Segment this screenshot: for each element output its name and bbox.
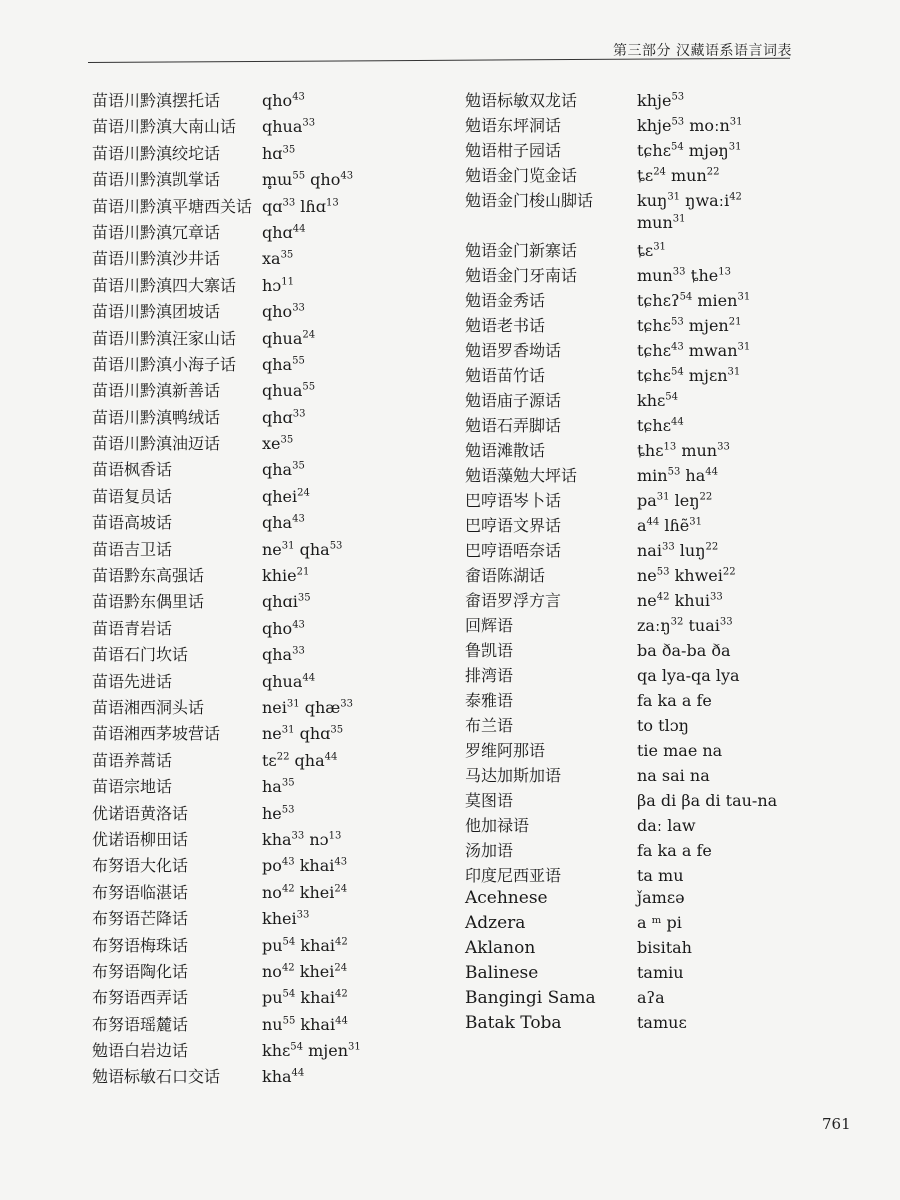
language-name: 罗维阿那语 [465, 741, 546, 760]
phonetic-form: qhɑi$^{35}$ [262, 592, 311, 612]
phonetic-form: $ne^{31}$ qhɑ$^{35}$ [262, 724, 344, 744]
language-name: 苗语枫香话 [92, 460, 173, 480]
phonetic-form: hɑ$^{35}$ [262, 143, 296, 163]
phonetic-form: tɕhɛ$^{43}$ mwan$^{31}$ [637, 341, 751, 360]
word-entry [92, 985, 452, 1011]
word-entry [465, 413, 845, 438]
language-name: 苗语复员话 [92, 486, 173, 506]
language-name: 苗语湘西洞头话 [92, 697, 205, 717]
phonetic-form: mun$^{33}$ ȶhe$^{13}$ [637, 266, 732, 285]
word-entry [465, 988, 845, 1013]
left-column [92, 88, 452, 1091]
phonetic-form: bisitah [637, 938, 692, 957]
phonetic-form: qhua$^{33}$ [262, 117, 316, 137]
word-entry [465, 663, 845, 688]
language-name: 布努语瑶麓话 [92, 1014, 189, 1034]
phonetic-form: qha$^{43}$ [262, 513, 305, 533]
language-name: 布兰语 [465, 716, 514, 735]
phonetic-form: qho$^{43}$ [262, 91, 305, 110]
word-entry [92, 1038, 452, 1064]
word-entry [465, 288, 845, 313]
word-entry [465, 188, 845, 213]
phonetic-form: ȶɛ$^{24}$ mun$^{22}$ [637, 166, 720, 185]
language-name: 布努语西弄话 [92, 988, 189, 1008]
word-entry [92, 88, 452, 114]
language-name: Batak Toba [465, 1013, 562, 1033]
word-entry [92, 378, 452, 404]
language-name: 优诺语黄洛话 [92, 803, 189, 823]
word-entry [92, 642, 452, 668]
language-name: 巴哼语唔奈话 [465, 541, 562, 560]
phonetic-form: tɕhɛ$^{54}$ mjɛn$^{31}$ [637, 366, 741, 385]
phonetic-form: $ne^{31}$ qha$^{53}$ [262, 539, 343, 559]
language-name: 勉语金门览金话 [465, 166, 578, 185]
language-name: 苗语川黔滇鸭绒话 [92, 407, 221, 427]
language-name: 勉语庙子源话 [465, 391, 562, 410]
word-entry [92, 326, 452, 352]
language-name: 印度尼西亚语 [465, 866, 562, 885]
language-name: 苗语川黔滇摆托话 [92, 91, 221, 110]
phonetic-form: qha$^{33}$ [262, 645, 305, 665]
phonetic-form: $pa^{31}$ leŋ$^{22}$ [637, 491, 713, 510]
word-entry [465, 513, 845, 538]
language-name: 苗语高坡话 [92, 513, 173, 533]
phonetic-form: khei$^{33}$ [262, 909, 310, 929]
word-entry [92, 1012, 452, 1038]
language-name: 苗语川黔滇汪家山话 [92, 328, 237, 348]
word-entry [465, 1013, 845, 1038]
word-entry [92, 352, 452, 378]
phonetic-form: tɕhɛ$^{54}$ mjəŋ$^{31}$ [637, 141, 742, 160]
word-entry [465, 888, 845, 913]
language-name: 勉语金门牙南话 [465, 266, 578, 285]
phonetic-form: kha$^{33}$ nɔ$^{13}$ [262, 829, 342, 849]
phonetic-form: mun$^{31}$ [637, 213, 686, 232]
language-name: 勉语柑子园话 [465, 141, 562, 160]
language-name: 苗语川黔滇新善话 [92, 381, 221, 401]
phonetic-form: khɛ$^{54}$ mjen$^{31}$ [262, 1041, 361, 1061]
phonetic-form: daː law [637, 816, 696, 835]
word-entry [92, 695, 452, 721]
word-entry [92, 1064, 452, 1090]
phonetic-form: $nu^{55}$ khai$^{44}$ [262, 1014, 348, 1034]
language-name: 马达加斯加语 [465, 766, 562, 785]
phonetic-form: qho$^{43}$ [262, 618, 305, 638]
phonetic-form: qɑ$^{33}$ lɦɑ$^{13}$ [262, 196, 339, 216]
phonetic-form: qho$^{33}$ [262, 302, 305, 322]
word-entry [92, 167, 452, 193]
phonetic-form: $no^{42}$ khei$^{24}$ [262, 882, 348, 902]
phonetic-form: a ᵐ pi [637, 913, 682, 932]
word-entry [92, 114, 452, 140]
language-name: 苗语黔东偶里话 [92, 592, 205, 612]
phonetic-form: $ne^{42}$ khui$^{33}$ [637, 591, 723, 610]
phonetic-form: fa ka a fe [637, 691, 712, 710]
language-name: 苗语川黔滇大南山话 [92, 117, 237, 137]
language-name: 勉语东坪洞话 [465, 116, 562, 135]
word-entry [465, 263, 845, 288]
language-name: 勉语白岩边话 [92, 1041, 189, 1061]
language-name: 苗语养蒿话 [92, 750, 173, 770]
language-name: 畲语陈湖话 [465, 566, 546, 585]
phonetic-form: $po^{43}$ khai$^{43}$ [262, 856, 348, 876]
language-name: 优诺语柳田话 [92, 829, 189, 849]
phonetic-form: $xa^{35}$ [262, 249, 294, 269]
language-name: 苗语黔东高强话 [92, 566, 205, 586]
language-name: 苗语石门坎话 [92, 645, 189, 665]
language-name: 苗语川黔滇绞坨话 [92, 143, 221, 163]
word-entry [465, 338, 845, 363]
language-name: 布努语临湛话 [92, 882, 189, 902]
word-entry [92, 933, 452, 959]
word-entry [92, 484, 452, 510]
language-name: 布努语芒降话 [92, 909, 189, 929]
language-name: Acehnese [465, 888, 548, 908]
language-name: 苗语川黔滇四大寨话 [92, 275, 237, 295]
phonetic-form: qhɑ$^{44}$ [262, 222, 306, 242]
language-name: 苗语青岩话 [92, 618, 173, 638]
phonetic-form: fa ka a fe [637, 841, 712, 860]
phonetic-form: qhua$^{55}$ [262, 381, 316, 401]
word-entry [465, 788, 845, 813]
language-name: 布努语陶化话 [92, 961, 189, 981]
phonetic-form: kha$^{44}$ [262, 1067, 305, 1087]
word-entry [92, 721, 452, 747]
word-entry [465, 138, 845, 163]
phonetic-form: ǰamɛə [637, 888, 685, 907]
word-entry [465, 438, 845, 463]
phonetic-form: khie$^{21}$ [262, 566, 310, 586]
word-entry [92, 220, 452, 246]
phonetic-form: tɛ$^{22}$ qha$^{44}$ [262, 750, 338, 770]
language-name: 勉语金门新寨话 [465, 241, 578, 260]
word-entry [465, 963, 845, 988]
word-entry [465, 838, 845, 863]
word-entry [465, 863, 845, 888]
language-name: Adzera [465, 913, 526, 933]
phonetic-form: qhei$^{24}$ [262, 486, 310, 506]
word-entry [465, 563, 845, 588]
language-name: 勉语标敏双龙话 [465, 91, 578, 110]
word-entry [92, 405, 452, 431]
language-name: 汤加语 [465, 841, 514, 860]
word-entry [465, 613, 845, 638]
word-entry [92, 906, 452, 932]
word-entry [92, 299, 452, 325]
word-entry [465, 763, 845, 788]
language-name: 苗语川黔滇凯掌话 [92, 170, 221, 190]
phonetic-form: qhɑ$^{33}$ [262, 407, 306, 427]
language-name: 苗语川黔滇团坡话 [92, 302, 221, 322]
language-name: 回辉语 [465, 616, 514, 635]
word-entry [465, 638, 845, 663]
phonetic-form: nai$^{33}$ luŋ$^{22}$ [637, 541, 719, 560]
word-entry [92, 959, 452, 985]
language-name: 鲁凯语 [465, 641, 514, 660]
word-entry [465, 938, 845, 963]
language-name: 苗语先进话 [92, 671, 173, 691]
header-rule [88, 58, 790, 63]
language-name: 莫图语 [465, 791, 514, 810]
phonetic-form: tɕhɛ$^{44}$ [637, 416, 684, 435]
phonetic-form: qhua$^{44}$ [262, 671, 316, 691]
phonetic-form: βa di βa di tau-na [637, 791, 778, 810]
phonetic-form: zaːŋ$^{32}$ tuai$^{33}$ [637, 616, 733, 635]
language-name: 苗语川黔滇油迈话 [92, 434, 221, 454]
word-entry [465, 213, 845, 238]
language-name: Balinese [465, 963, 539, 983]
word-entry [465, 113, 845, 138]
word-entry [92, 827, 452, 853]
word-entry [92, 774, 452, 800]
phonetic-form: $he^{53}$ [262, 803, 295, 823]
word-entry [92, 431, 452, 457]
phonetic-form: $pu^{54}$ khai$^{42}$ [262, 988, 348, 1008]
language-name: 巴哼语文界话 [465, 516, 562, 535]
phonetic-form: qha$^{35}$ [262, 460, 305, 480]
phonetic-form: $ha^{35}$ [262, 777, 295, 797]
word-entry [465, 813, 845, 838]
word-entry [465, 163, 845, 188]
language-name: 勉语藻勉大坪话 [465, 466, 578, 485]
word-entry [465, 688, 845, 713]
language-name: 勉语石弄脚话 [465, 416, 562, 435]
phonetic-form: $xe^{35}$ [262, 434, 294, 454]
language-name: 苗语宗地话 [92, 777, 173, 797]
phonetic-form: tamiu [637, 963, 684, 982]
phonetic-form: qhua$^{24}$ [262, 328, 316, 348]
language-name: 布努语大化话 [92, 856, 189, 876]
word-entry [92, 246, 452, 272]
word-entry [465, 738, 845, 763]
language-name: 勉语苗竹话 [465, 366, 546, 385]
language-name: 布努语梅珠话 [92, 935, 189, 955]
language-name: 勉语金门梭山脚话 [465, 191, 594, 210]
word-entry [465, 713, 845, 738]
phonetic-form: $\min^{53} ha^{44}$ [637, 466, 718, 485]
word-entry [465, 313, 845, 338]
word-entry [92, 141, 452, 167]
word-entry [92, 748, 452, 774]
word-entry [465, 538, 845, 563]
word-entry [92, 537, 452, 563]
word-entry [465, 363, 845, 388]
word-entry [92, 510, 452, 536]
language-name: 勉语滩散话 [465, 441, 546, 460]
language-name: 苗语川黔滇平塘西关话 [92, 196, 253, 216]
phonetic-form: $pu^{54}$ khai$^{42}$ [262, 935, 348, 955]
phonetic-form: $ne^{53}$ khwei$^{22}$ [637, 566, 736, 585]
phonetic-form: tɕhɛʔ$^{54}$ mien$^{31}$ [637, 291, 751, 310]
right-column [465, 88, 845, 1038]
language-name: 勉语罗香坳话 [465, 341, 562, 360]
phonetic-form: na sai na [637, 766, 710, 785]
language-name: 巴哼语岑卜话 [465, 491, 562, 510]
phonetic-form: to tlɔŋ [637, 716, 689, 735]
phonetic-form: khje$^{53}$ [637, 91, 685, 110]
phonetic-form: kuŋ$^{31}$ ŋwaːi$^{42}$ [637, 191, 742, 210]
word-entry [465, 388, 845, 413]
language-name: Bangingi Sama [465, 988, 596, 1008]
language-name: 苗语川黔滇沙井话 [92, 249, 221, 269]
word-entry [465, 588, 845, 613]
word-entry [465, 238, 845, 263]
word-entry [465, 463, 845, 488]
word-entry [92, 589, 452, 615]
word-entry [92, 563, 452, 589]
phonetic-form: nei$^{31}$ qhæ$^{33}$ [262, 697, 354, 717]
language-name: 勉语标敏石口交话 [92, 1067, 221, 1087]
word-entry [92, 669, 452, 695]
language-name: 苗语湘西茅坡营话 [92, 724, 221, 744]
phonetic-form: ta mu [637, 866, 684, 885]
phonetic-form: hɔ$^{11}$ [262, 275, 294, 295]
phonetic-form: ȶɛ$^{31}$ [637, 241, 666, 260]
phonetic-form: khɛ$^{54}$ [637, 391, 679, 410]
phonetic-form: aʔa [637, 988, 665, 1007]
phonetic-form: $no^{42}$ khei$^{24}$ [262, 961, 348, 981]
word-entry [92, 616, 452, 642]
language-name: 泰雅语 [465, 691, 514, 710]
language-name: 苗语川黔滇冗章话 [92, 222, 221, 242]
word-entry [92, 880, 452, 906]
language-name: 排湾语 [465, 666, 514, 685]
phonetic-form: $a^{44}$ lɦẽ$^{31}$ [637, 516, 702, 535]
word-entry [465, 913, 845, 938]
phonetic-form: ba ða-ba ða [637, 641, 731, 660]
phonetic-form: ȶhɛ$^{13}$ mun$^{33}$ [637, 441, 730, 460]
language-name: Aklanon [465, 938, 536, 958]
language-name: 畲语罗浮方言 [465, 591, 562, 610]
phonetic-form: m̥ɯ$^{55}$ qho$^{43}$ [262, 170, 354, 190]
language-name: 勉语老书话 [465, 316, 546, 335]
phonetic-form: tamuɛ [637, 1013, 687, 1032]
phonetic-form: qha$^{55}$ [262, 354, 305, 374]
word-entry [465, 88, 845, 113]
running-header: 第三部分 汉藏语系语言词表 [613, 43, 792, 59]
phonetic-form: qa lya-qa lya [637, 666, 740, 685]
phonetic-form: khje$^{53}$ moːn$^{31}$ [637, 116, 743, 135]
word-entry [92, 801, 452, 827]
word-entry [92, 853, 452, 879]
phonetic-form: tie mae na [637, 741, 723, 760]
phonetic-form: tɕhɛ$^{53}$ mjen$^{21}$ [637, 316, 742, 335]
word-entry [465, 488, 845, 513]
word-entry [92, 273, 452, 299]
language-name: 他加禄语 [465, 816, 530, 835]
page-number: 761 [822, 1115, 851, 1133]
language-name: 勉语金秀话 [465, 291, 546, 310]
language-name: 苗语吉卫话 [92, 539, 173, 559]
word-entry [92, 457, 452, 483]
language-name: 苗语川黔滇小海子话 [92, 354, 237, 374]
word-entry [92, 194, 452, 220]
